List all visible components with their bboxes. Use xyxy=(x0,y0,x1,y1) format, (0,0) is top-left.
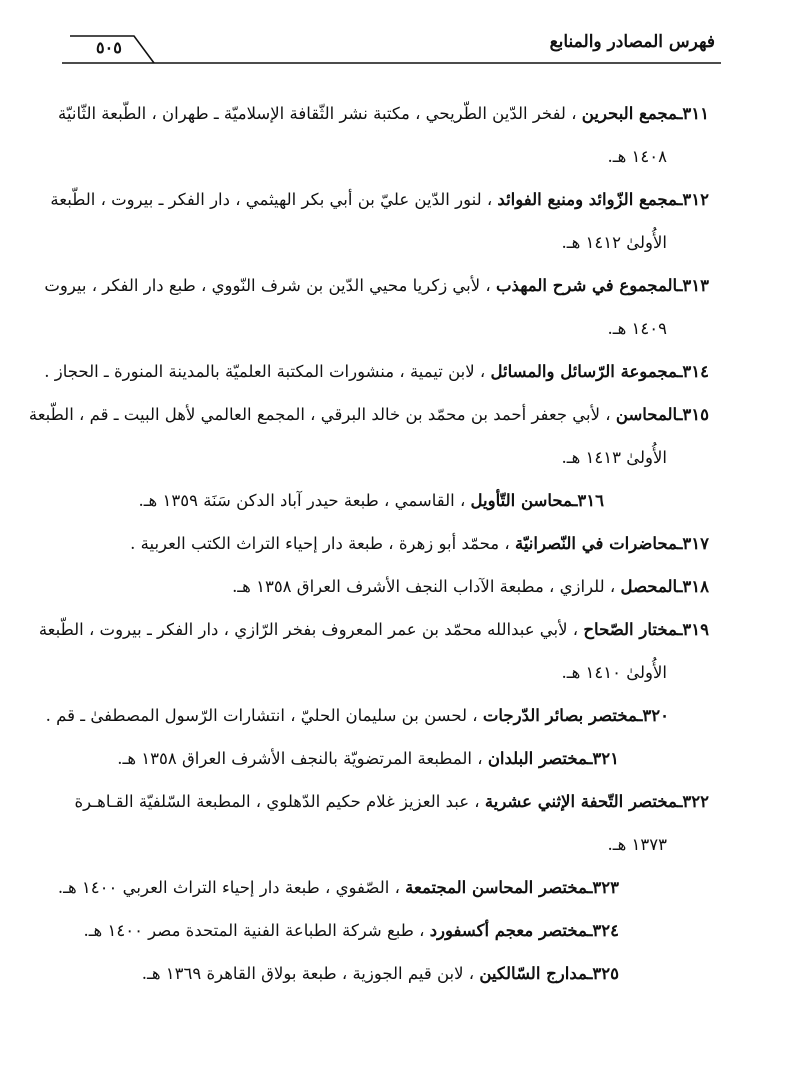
list-item: ٣٢٤ـمختصر معجم أكسفورد ، طبع شركة الطباعة الفنية المتحدة مصر ١٤٠٠ هـ. xyxy=(83,921,619,940)
list-item: ٣١١ـمجمع البحرين ، لفخر الدّين الطّريحي ، مكتبة نشر الثّقافة الإسلاميّة ـ طهران ، الطّبعة الثّانيّة xyxy=(58,104,709,123)
entry-title: محاسن التّأويل xyxy=(470,491,573,510)
entry-details: ، لنور الدّين عليّ بن أبي بكر الهيثمي ، دار الفكر ـ بيروت ، الطّبعة xyxy=(50,190,493,209)
entry-title: مختصر التّحفة الإثني عشرية xyxy=(484,792,678,811)
page-header xyxy=(62,32,721,68)
entry-details: ، لابن تيمية ، منشورات المكتبة العلميّة بالمدينة المنورة ـ الحجاز . xyxy=(44,362,486,381)
list-item: ٣١٧ـمحاضرات في النّصرانيّة ، محمّد أبو زهرة ، طبعة دار إحياء التراث الكتب العربية . xyxy=(130,534,709,553)
entry-number: ٣١٩ xyxy=(682,620,709,639)
entry-details: ، لأبي عبدالله محمّد بن عمر المعروف بفخر الرّازي ، دار الفكر ـ بيروت ، الطّبعة xyxy=(38,620,579,639)
entry-details: ، لأبي زكريا محيي الدّين بن شرف النّووي ، طبع دار الفكر ، بيروت xyxy=(44,276,491,295)
list-item: ٣٢٣ـمختصر المحاسن المجتمعة ، الصّفوي ، طبعة دار إحياء التراث العربي ١٤٠٠ هـ. xyxy=(57,878,619,897)
list-item: ٣٢٥ـمدارج السّالكين ، لابن قيم الجوزية ، طبعة بولاق القاهرة ١٣٦٩ هـ. xyxy=(141,964,619,983)
entry-number: ٣٢٢ xyxy=(682,792,709,811)
entry-title: مختصر بصائر الدّرجات xyxy=(482,706,638,725)
list-item: ٣١٨ـالمحصل ، للرازي ، مطبعة الآداب النجف الأشرف العراق ١٣٥٨ هـ. xyxy=(232,577,709,596)
entry-continuation: الأُولىٰ ١٤١٠ هـ. xyxy=(561,663,667,682)
entry-number: ٣١٤ xyxy=(682,362,709,381)
entry-details: ، للرازي ، مطبعة الآداب النجف الأشرف العراق ١٣٥٨ هـ. xyxy=(232,577,616,596)
entry-title: مجمع الزّوائد ومنبع الفوائد xyxy=(497,190,678,209)
entry-number: ٣١٨ xyxy=(682,577,709,596)
entry-details: ، الصّفوي ، طبعة دار إحياء التراث العربي ١٤٠٠ هـ. xyxy=(57,878,400,897)
entry-title: مجمع البحرين xyxy=(581,104,678,123)
page-number: ٥٠٥ xyxy=(96,38,122,57)
list-item: ٣١٥ـالمحاسن ، لأبي جعفر أحمد بن محمّد بن خالد البرقي ، المجمع العالمي لأهل البيت ـ قم ، الطّبعة xyxy=(28,405,709,424)
entry-continuation: ١٤٠٩ هـ. xyxy=(607,319,667,338)
entry-number: ٣١٣ xyxy=(682,276,709,295)
running-title: فهرس المصادر والمنابع xyxy=(549,32,715,52)
entry-number: ٣٢٠ xyxy=(642,706,669,725)
list-item: ٣١٣ـالمجموع في شرح المهذب ، لأبي زكريا محيي الدّين بن شرف النّووي ، طبع دار الفكر ، بيروت xyxy=(44,276,709,295)
list-item: ٣١٢ـمجمع الزّوائد ومنبع الفوائد ، لنور الدّين عليّ بن أبي بكر الهيثمي ، دار الفكر ـ بيروت ، الطّبعة xyxy=(50,190,709,209)
entry-title: مدارج السّالكين xyxy=(479,964,588,983)
entry-continuation: الأُولىٰ ١٤١٣ هـ. xyxy=(561,448,667,467)
entry-details: ، القاسمي ، طبعة حيدر آباد الدكن سَنَة ١٣٥٩ هـ. xyxy=(138,491,466,510)
list-item: ٣١٩ـمختار الصّحاح ، لأبي عبدالله محمّد بن عمر المعروف بفخر الرّازي ، دار الفكر ـ بيروت ، الطّبعة xyxy=(38,620,709,639)
entry-details: ، لأبي جعفر أحمد بن محمّد بن خالد البرقي ، المجمع العالمي لأهل البيت ـ قم ، الطّبعة xyxy=(28,405,611,424)
entry-title: مختصر معجم أكسفورد xyxy=(429,921,588,940)
entry-details: ، لحسن بن سليمان الحليّ ، انتشارات الرّسول المصطفىٰ ـ قم . xyxy=(45,706,478,725)
entry-number: ٣١٦ xyxy=(577,491,604,510)
entry-title: مختصر المحاسن المجتمعة xyxy=(405,878,588,897)
entry-title: المجموع في شرح المهذب xyxy=(496,276,678,295)
entry-continuation: الأُولىٰ ١٤١٢ هـ. xyxy=(561,233,667,252)
entry-title: مختار الصّحاح xyxy=(583,620,678,639)
entry-continuation: ١٣٧٣ هـ. xyxy=(607,835,667,854)
entry-title: المحاسن xyxy=(615,405,678,424)
entry-number: ٣٢٤ xyxy=(592,921,619,940)
list-item: ٣١٤ـمجموعة الرّسائل والمسائل ، لابن تيمية ، منشورات المكتبة العلميّة بالمدينة المنورة ـ الحجاز . xyxy=(44,362,709,381)
entry-title: المحصل xyxy=(620,577,678,596)
entry-title: محاضرات في النّصرانيّة xyxy=(514,534,678,553)
list-item: ٣١٦ـمحاسن التّأويل ، القاسمي ، طبعة حيدر آباد الدكن سَنَة ١٣٥٩ هـ. xyxy=(138,491,604,510)
entry-number: ٣١٥ xyxy=(682,405,709,424)
entry-title: مختصر البلدان xyxy=(487,749,588,768)
entry-number: ٣٢١ xyxy=(592,749,619,768)
list-item: ٣٢٠ـمختصر بصائر الدّرجات ، لحسن بن سليمان الحليّ ، انتشارات الرّسول المصطفىٰ ـ قم . xyxy=(45,706,669,725)
list-item: ٣٢١ـمختصر البلدان ، المطبعة المرتضويّة بالنجف الأشرف العراق ١٣٥٨ هـ. xyxy=(117,749,619,768)
entry-details: ، المطبعة المرتضويّة بالنجف الأشرف العراق ١٣٥٨ هـ. xyxy=(117,749,483,768)
entry-details: ، عبد العزيز غلام حكيم الدّهلوي ، المطبعة السّلفيّة القـاهـرة xyxy=(74,792,480,811)
entry-continuation: ١٤٠٨ هـ. xyxy=(607,147,667,166)
entry-number: ٣١٢ xyxy=(682,190,709,209)
entry-details: ، طبع شركة الطباعة الفنية المتحدة مصر ١٤٠٠ هـ. xyxy=(83,921,425,940)
entry-details: ، لابن قيم الجوزية ، طبعة بولاق القاهرة ١٣٦٩ هـ. xyxy=(141,964,475,983)
list-item: ٣٢٢ـمختصر التّحفة الإثني عشرية ، عبد العزيز غلام حكيم الدّهلوي ، المطبعة السّلفيّة القـاهـرة xyxy=(74,792,709,811)
bibliography-list xyxy=(28,92,709,995)
entry-number: ٣٢٣ xyxy=(592,878,619,897)
entry-number: ٣١١ xyxy=(682,104,709,123)
entry-number: ٣٢٥ xyxy=(592,964,619,983)
entry-title: مجموعة الرّسائل والمسائل xyxy=(490,362,678,381)
entry-details: ، لفخر الدّين الطّريحي ، مكتبة نشر الثّقافة الإسلاميّة ـ طهران ، الطّبعة الثّانيّة xyxy=(58,104,577,123)
entry-details: ، محمّد أبو زهرة ، طبعة دار إحياء التراث الكتب العربية . xyxy=(130,534,510,553)
entry-number: ٣١٧ xyxy=(682,534,709,553)
